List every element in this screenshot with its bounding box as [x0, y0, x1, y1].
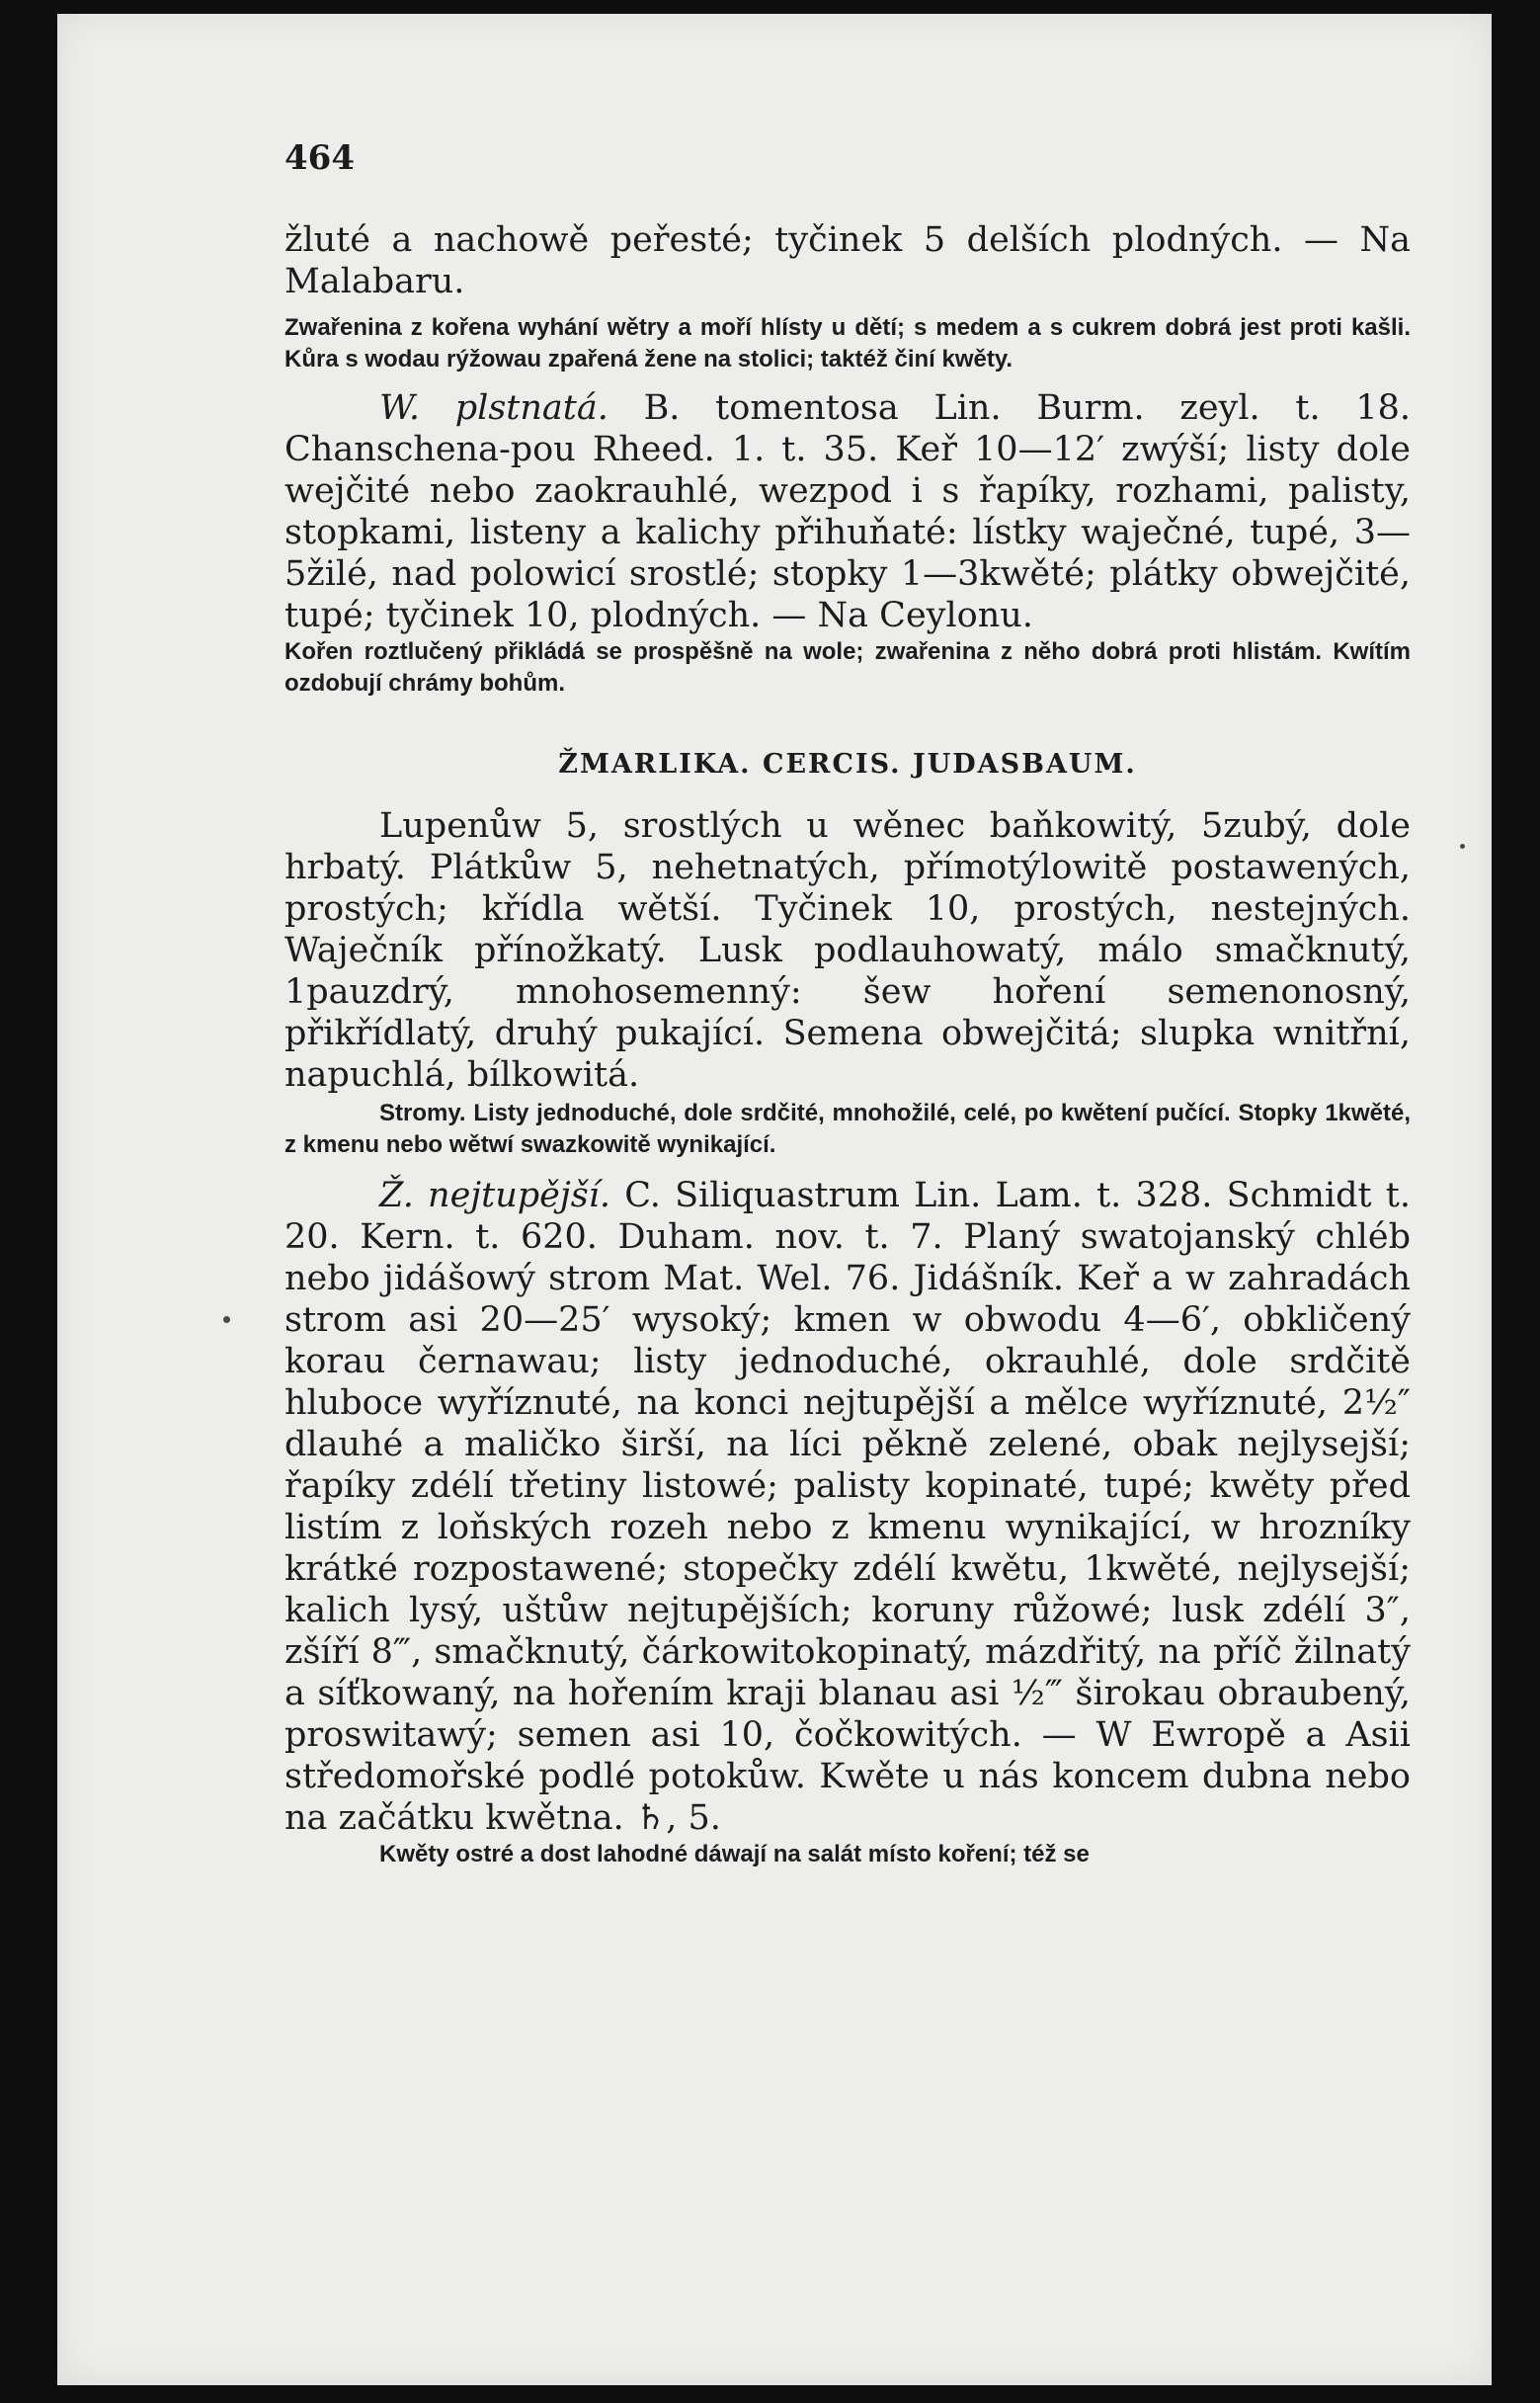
genus-note: Stromy. Listy jednoduché, dole srdčité, mnohožilé, celé, po kwětení pučící. Stopky 1kwěté, z kmenu nebo wětwí swazkowitě wynikající.: [284, 1100, 1411, 1158]
species-entry-siliquastrum: [284, 1175, 1411, 1839]
species-label: W. plstnatá.: [379, 388, 608, 428]
paragraph-continuation: žluté a nachowě peřesté; tyčinek 5 delších plodných. — Na Malabaru.: [284, 220, 1411, 301]
species-description: C. Siliquastrum Lin. Lam. t. 328. Schmidt t. 20. Kern. t. 620. Duham. nov. t. 7. Planý swatojanský chléb nebo jidášowý strom Mat. Wel. 76. Jidášník. Keř a w zahradách strom asi 20—25′ wysoký; kmen w obwodu 4—6′, obkličený korau černawau; listy jednoduché, okrauhlé, dole srdčitě hluboce wyříznuté, na konci nejtupější a mělce wyříznuté, 2½″ dlauhé a maličko širší, na líci pěkně zelené, obak nejlysejší; řapíky zdélí třetiny listowé; palisty kopinaté, tupé; kwěty před listím z loňských rozeh nebo z kmenu wynikající, w hrozníky krátké rozpostawené; stopečky zdélí kwětu, 1kwěté, nejlysejší; kalich lysý, uštůw nejtupějších; koruny růžowé; lusk zdélí 3″, zšíří 8‴, smačknutý, čárkowitokopinatý, mázdřitý, na příč žilnatý a síťkowaný, na hořením kraji blanau asi ½‴ širokau obraubený, proswitawý; semen asi 10, čočkowitých. — W Ewropě a Asii středomořské podlé potokůw. Kwěte u nás koncem dubna nebo na začátku kwětna. ♄, 5.: [284, 1176, 1411, 1838]
scan-speck: [1460, 844, 1465, 849]
page-text: [284, 219, 1411, 1870]
paragraph-note-ceylon: Kořen roztlučený přikládá se prospěšně na wole; zwařenina z něho dobrá proti hlistám. Kwítím ozdobují chrámy bohům.: [284, 638, 1411, 697]
species-description: B. tomentosa Lin. Burm. zeyl. t. 18. Chanschena-pou Rheed. 1. t. 35. Keř 10—12′ zwýší; listy dole wejčité nebo zaokrauhlé, wezpod i s řapíky, rozhami, palisty, stopkami, listeny a kalichy přihuňaté: lístky waječné, tupé, 3—5žilé, nad polowicí srostlé; stopky 1—3kwěté; plátky obwejčité, tupé; tyčinek 10, plodných. — Na Ceylonu.: [284, 388, 1411, 635]
page-number: 464: [284, 138, 355, 178]
scan-speck: [223, 1316, 230, 1323]
species-label: Ž. nejtupější.: [379, 1176, 610, 1215]
paragraph-note-salad: Kwěty ostré a dost lahodné dáwají na salát místo koření; též se: [379, 1841, 1090, 1867]
paragraph-note-malabar: Zwařenina z kořena wyhání wětry a moří hlísty u dětí; s medem a s cukrem dobrá jest proti kašli. Kůra s wodau rýžowau zpařená žene na stolici; taktéž činí kwěty.: [284, 314, 1411, 373]
genus-heading: ŽMARLIKA. CERCIS. JUDASBAUM.: [558, 749, 1137, 780]
species-entry-tomentosa: [284, 387, 1411, 636]
genus-description: Lupenůw 5, srostlých u wěnec baňkowitý, 5zubý, dole hrbatý. Plátkůw 5, nehetnatých, přímotýlowitě postawených, prostých; křídla wětší. Tyčinek 10, prostých, nestejných. Waječník přínožkatý. Lusk podlauhowatý, málo smačknutý, 1pauzdrý, mnohosemenný: šew hoření semenonosný, přikřídlatý, druhý pukající. Semena obwejčitá; slupka wnitřní, napuchlá, bílkowitá.: [284, 806, 1411, 1095]
